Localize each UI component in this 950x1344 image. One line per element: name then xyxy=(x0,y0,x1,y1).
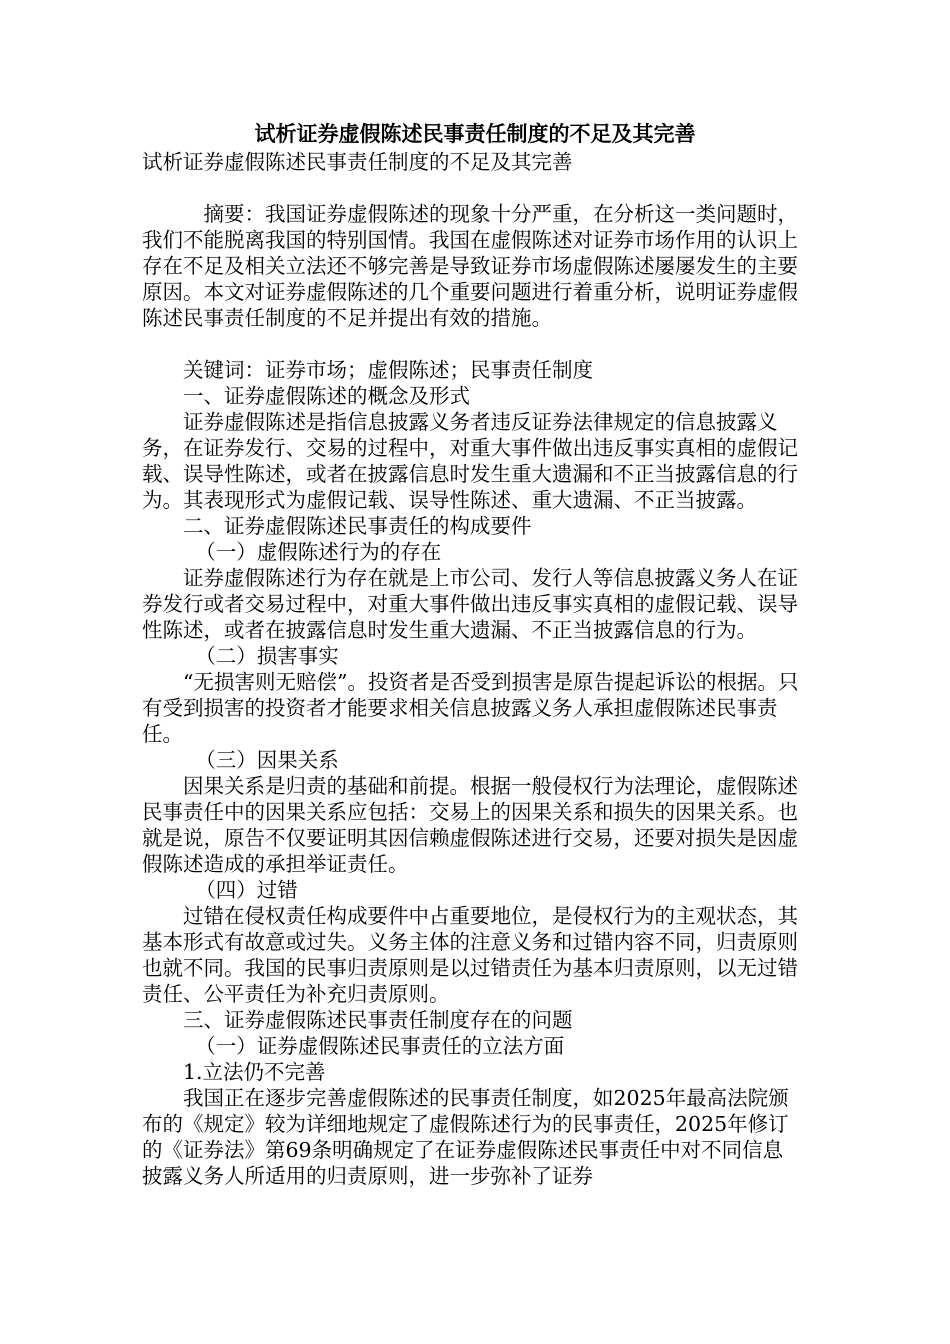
section-heading-2: 二、证券虚假陈述民事责任的构成要件 xyxy=(183,514,532,538)
document-body xyxy=(142,149,802,1189)
section-1-paragraph: 证券虚假陈述是指信息披露义务者违反证券法律规定的信息披露义务，在证券发行、交易的过程中，对重大事件做出违反事实真相的虚假记载、误导性陈述，或者在披露信息时发生重大遗漏和不正当披露信息的行为。其表现形式为虚假记载、误导性陈述、重大遗漏、不正当披露。 xyxy=(142,410,798,512)
subsection-heading-2-1: （一）虚假陈述行为的存在 xyxy=(195,540,442,564)
keywords-line: 关键词：证券市场；虚假陈述；民事责任制度 xyxy=(183,358,593,382)
subsection-heading-2-3: （三）因果关系 xyxy=(195,748,339,772)
section-heading-3: 三、证券虚假陈述民事责任制度存在的问题 xyxy=(183,1008,573,1032)
item-heading-3-1-1: 1.立法仍不完善 xyxy=(183,1060,326,1084)
document-title: 试析证券虚假陈述民事责任制度的不足及其完善 xyxy=(254,122,696,146)
item-3-1-1-paragraph: 我国正在逐步完善虚假陈述的民事责任制度，如2025年最高法院颁布的《规定》较为详细地规定了虚假陈述行为的民事责任，2025年修订的《证券法》第69条明确规定了在证券虚假陈述民事责任中对不同信息披露义务人所适用的归责原则，进一步弥补了证券 xyxy=(142,1086,789,1188)
subsection-2-1-paragraph: 证券虚假陈述行为存在就是上市公司、发行人等信息披露义务人在证券发行或者交易过程中，对重大事件做出违反事实真相的虚假记载、误导性陈述，或者在披露信息时发生重大遗漏、不正当披露信息的行为。 xyxy=(142,566,798,642)
abstract-paragraph: 摘要：我国证券虚假陈述的现象十分严重，在分析这一类问题时，我们不能脱离我国的特别国情。我国在虚假陈述对证券市场作用的认识上存在不足及相关立法还不够完善是导致证券市场虚假陈述屡屡发生的主要原因。本文对证券虚假陈述的几个重要问题进行着重分析，说明证券虚假陈述民事责任制度的不足并提出有效的措施。 xyxy=(142,202,798,330)
subsection-heading-3-1: （一）证券虚假陈述民事责任的立法方面 xyxy=(195,1034,565,1058)
section-heading-1: 一、证券虚假陈述的概念及形式 xyxy=(183,384,470,408)
subsection-heading-2-4: （四）过错 xyxy=(195,878,298,902)
blank-line xyxy=(142,331,802,357)
subsection-2-2-paragraph: “无损害则无赔偿”。投资者是否受到损害是原告提起诉讼的根据。只有受到损害的投资者才能要求相关信息披露义务人承担虚假陈述民事责任。 xyxy=(142,670,799,746)
subsection-2-4-paragraph: 过错在侵权责任构成要件中占重要地位，是侵权行为的主观状态，其基本形式有故意或过失。义务主体的注意义务和过错内容不同，归责原则也就不同。我国的民事归责原则是以过错责任为基本归责原则，以无过错责任、公平责任为补充归责原则。 xyxy=(142,904,798,1006)
document-subtitle: 试析证券虚假陈述民事责任制度的不足及其完善 xyxy=(142,150,573,174)
subsection-heading-2-2: （二）损害事实 xyxy=(195,644,339,668)
blank-line xyxy=(142,175,802,201)
subsection-2-3-paragraph: 因果关系是归责的基础和前提。根据一般侵权行为法理论，虚假陈述民事责任中的因果关系应包括：交易上的因果关系和损失的因果关系。也就是说，原告不仅要证明其因信赖虚假陈述进行交易，还要对损失是因虚假陈述造成的承担举证责任。 xyxy=(142,774,798,876)
